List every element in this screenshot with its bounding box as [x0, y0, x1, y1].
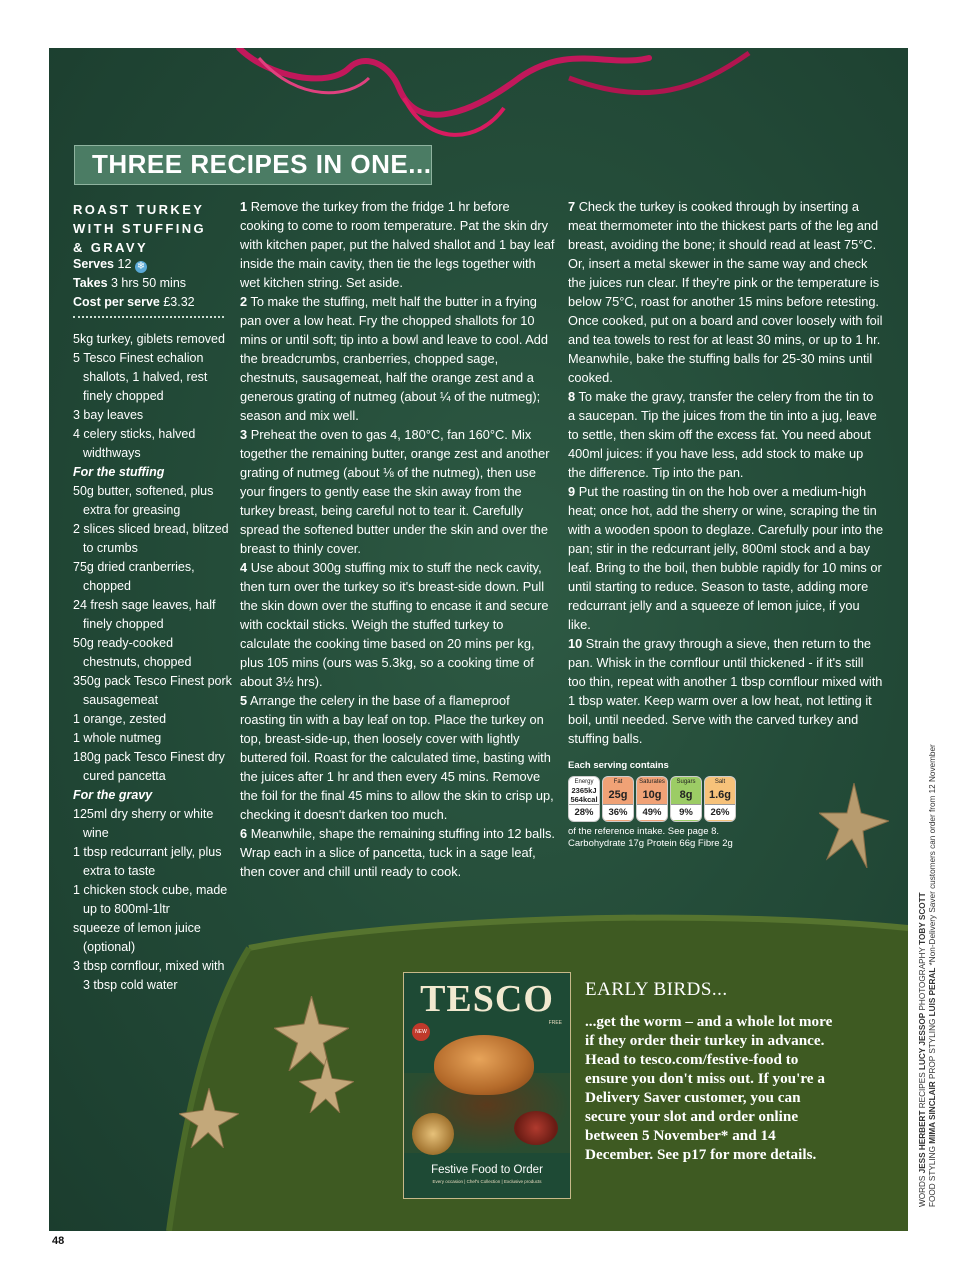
cover-caption: Festive Food to Order	[431, 1164, 543, 1176]
early-birds-text: ...get the worm – and a whole lot more if they order their turkey in advance. Head to tesco.com/festive-food to ensure you don't miss out. If you're a Delivery Saver customer, you can secure your slot and order online between 5 November* and 14 December. See p17 for more details.	[585, 1013, 833, 1163]
ingredient-item: 350g pack Tesco Finest pork sausagemeat	[73, 674, 232, 707]
star-decoration-right	[819, 783, 889, 868]
side-dish-image	[412, 1113, 454, 1155]
credit-note: *Non-Delivery Saver customers can order from 12 November	[928, 744, 937, 966]
step-number: 1	[240, 199, 248, 214]
nutrition-value	[569, 787, 599, 804]
credits-line-2	[928, 647, 938, 1207]
method-step	[568, 634, 884, 748]
star-decoration-left-3	[179, 1088, 239, 1148]
step-number: 9	[568, 484, 576, 499]
ingredient-item: 50g butter, softened, plus extra for greasing	[73, 484, 214, 517]
method-step	[568, 387, 884, 482]
ingredient-item: 75g dried cranberries, chopped	[73, 560, 195, 593]
nutrition-percent: 9%	[671, 804, 701, 820]
step-text: Strain the gravy through a sieve, then return to the pan. Whisk in the cornflour until thickened - if it's still too thin, repeat with another 1 tbsp cornflour mixed with 1 tbsp water. Keep warm over a low heat, not letting it boil, until needed. Serve with the carved turkey and stuffing balls.	[568, 636, 883, 746]
ingredient-item: 5 Tesco Finest echalion shallots, 1 halved, rest finely chopped	[73, 351, 208, 403]
ingredient-item: 2 slices sliced bread, blitzed to crumbs	[73, 522, 229, 555]
method-step	[568, 482, 884, 634]
credit-role: RECIPES	[918, 1072, 927, 1109]
step-text: Check the turkey is cooked through by inserting a meat thermometer into the thickest parts of the leg and breast, avoiding the bone; it should read at least 75°C. Or, insert a metal skewer in the same way and check the juices run clear. If they're pink or the temperature is below 75°C, roast for another 15 mins before retesting. Once cooked, put on a board and cover loosely with foil and tea towels to rest for at least 30 mins, or up to 1 hr. Meanwhile, bake the stuffing balls for 25-30 mins until cooked.	[568, 199, 883, 385]
tesco-logo: TESCO	[420, 978, 554, 1020]
ingredient-item: 1 tbsp redcurrant jelly, plus extra to taste	[73, 845, 222, 878]
nutrition-value-kj: 2365kJ	[571, 786, 597, 795]
serves-value: 12	[117, 257, 132, 271]
nutrition-percent: 36%	[603, 804, 633, 820]
credit-name: JESS HERBERT	[918, 1110, 927, 1174]
nutrition-cell	[636, 776, 668, 822]
nutrition-footnote-macros: Carbohydrate 17g Protein 66g Fibre 2g	[568, 838, 733, 849]
ingredient-item: 3 bay leaves	[73, 408, 144, 422]
cost-value: £3.32	[163, 295, 195, 309]
serves-line	[73, 255, 147, 274]
ingredients-list	[73, 330, 233, 995]
credit-role: WORDS	[918, 1175, 927, 1207]
nutrition-cell	[670, 776, 702, 822]
takes-label: Takes	[73, 276, 108, 290]
nutrition-label: Energy	[574, 779, 594, 785]
page-title: THREE RECIPES IN ONE...	[92, 149, 432, 179]
nutrition-value: 8g	[679, 789, 693, 801]
step-number: 2	[240, 294, 248, 309]
method-column-2	[568, 197, 884, 748]
nutrition-cell	[602, 776, 634, 822]
ingredient-item: 5kg turkey, giblets removed	[73, 332, 225, 346]
step-number: 5	[240, 693, 248, 708]
step-text: Remove the turkey from the fridge 1 hr before cooking to come to room temperature. Pat the skin dry with kitchen paper, put the halved shallot and 1 bay leaf inside the main cavity, then tie the legs together with wet kitchen string. Set aside.	[240, 199, 555, 290]
nutrition-percent: 28%	[569, 804, 599, 820]
nutrition-percent: 26%	[705, 804, 735, 820]
nutrition-value: 1.6g	[708, 789, 731, 801]
method-step	[240, 558, 556, 691]
new-badge: NEW	[412, 1023, 430, 1041]
credit-role: PROP STYLING	[928, 1018, 937, 1079]
step-text: Arrange the celery in the base of a flameproof roasting tin with a bay leaf on top. Place the turkey on top, breast-side-up, then loosely cover with lightly buttered foil. Roast for the calculated time, basting with the juices after 1 hr and then every 45 mins. Remove the foil for the final 45 mins to allow the skin to crisp up, checking it doesn't darken too much.	[240, 693, 554, 822]
ingredient-subheading: For the gravy	[73, 788, 153, 802]
nutrition-heading: Each serving contains	[568, 760, 669, 771]
divider	[73, 316, 224, 318]
step-text: To make the gravy, transfer the celery from the tin to a saucepan. Tip the juices from the tin into a jug, leave to settle, then skim off the excess fat. You need about 400ml juices: if you have less, add stock to make up the difference. Tip into the pan.	[568, 389, 877, 480]
nutrition-cell	[568, 776, 600, 822]
nutrition-label: Sugars	[676, 779, 696, 785]
nutrition-label: Salt	[714, 779, 726, 785]
meat-dish-image	[514, 1111, 558, 1145]
nutrition-value: 10g	[642, 789, 662, 801]
method-step	[240, 691, 556, 824]
step-text: Meanwhile, shape the remaining stuffing into 12 balls. Wrap each in a slice of pancetta, tuck in a sage leaf, then cover and chill until ready to cook.	[240, 826, 555, 879]
step-number: 4	[240, 560, 248, 575]
nutrition-label: Fat	[613, 779, 623, 785]
credit-role: PHOTOGRAPHY	[918, 947, 927, 1011]
step-number: 6	[240, 826, 248, 841]
nutrition-footnote-reference: of the reference intake. See page 8.	[568, 826, 720, 837]
credit-name: LUIS PERAL	[928, 967, 937, 1017]
nutrition-percent: 49%	[637, 804, 667, 820]
credit-name: LUCY JESSOP	[918, 1012, 927, 1071]
ingredient-item: 24 fresh sage leaves, half finely chopped	[73, 598, 216, 631]
early-birds-heading: EARLY BIRDS...	[585, 979, 728, 1000]
credits	[918, 647, 938, 1207]
step-text: Preheat the oven to gas 4, 180°C, fan 160°C. Mix together the remaining butter, orange zest and another grating of nutmeg (about ⅛ of the nutmeg), then use your fingers to gently ease the skin away from the turkey breast, being careful not to tear it. Carefully spread the softened butter under the skin and over the breast to thinly cover.	[240, 427, 550, 556]
roast-turkey-image	[434, 1035, 534, 1095]
ingredient-item: 4 celery sticks, halved widthways	[73, 427, 196, 460]
star-decoration-left-2	[299, 1058, 354, 1113]
takes-line	[73, 274, 186, 293]
step-text: Put the roasting tin on the hob over a medium-high heat; once hot, add the sherry or wine, scraping the tin with a wooden spoon to deglaze. Carefully pour into the pan; stir in the redcurrant jelly, 800ml stock and a bay leaf. Bring to the boil, then bubble rapidly for 10 mins or until starting to reduce. Season to taste, adding more redcurrant jelly and a squeeze of lemon juice, if you like.	[568, 484, 884, 632]
step-number: 8	[568, 389, 576, 404]
step-text: Use about 300g stuffing mix to stuff the neck cavity, then turn over the turkey so it's breast-side down. Pull the skin down over the stuffing to encase it and secure with cocktail sticks. Weigh the stuffed turkey to calculate the cooking time based on 20 mins per kg, plus 105 mins (ours was 5.3kg, so a cooking time of about 3½ hrs).	[240, 560, 549, 689]
snowflake-icon: ❄	[136, 261, 146, 272]
step-text: To make the stuffing, melt half the butter in a frying pan over a low heat. Fry the chopped shallots for 10 mins or until soft; tip into a bowl and leave to cool. Add the breadcrumbs, cranberries, chopped sage, chestnuts, sausagemeat, half the orange zest and a generous grating of nutmeg (about ¼ of the nutmeg); season and mix well.	[240, 294, 549, 423]
serves-label: Serves	[73, 257, 115, 271]
step-number: 7	[568, 199, 576, 214]
recipe-name: ROAST TURKEY WITH STUFFING & GRAVY	[73, 202, 207, 255]
method-column-1	[240, 197, 556, 881]
ingredient-item: 1 orange, zested	[73, 712, 167, 726]
cost-label: Cost per serve	[73, 295, 160, 309]
page-number: 48	[52, 1235, 65, 1247]
method-step	[240, 824, 556, 881]
ingredient-item: 180g pack Tesco Finest dry cured pancetta	[73, 750, 225, 783]
cover-subcaption: Every occasion | Chef's Collection | Exclusive products	[432, 1179, 542, 1184]
step-number: 10	[568, 636, 583, 651]
credit-name: MIMA SINCLAIR	[928, 1081, 937, 1144]
ingredient-item: 50g ready-cooked chestnuts, chopped	[73, 636, 192, 669]
method-step	[568, 197, 884, 387]
nutrition-labels	[568, 776, 736, 822]
nutrition-footnote	[568, 826, 733, 850]
magazine-cover-image	[403, 972, 571, 1199]
nutrition-cell	[704, 776, 736, 822]
ingredient-subheading: For the stuffing	[73, 465, 165, 479]
credits-line-1	[918, 647, 928, 1207]
nutrition-value-kcal: 564kcal	[570, 794, 598, 804]
cost-line	[73, 293, 195, 312]
ingredient-item: 1 chicken stock cube, made up to 800ml-1ltr	[73, 883, 228, 916]
credit-role: FOOD STYLING	[928, 1146, 937, 1207]
nutrition-label: Saturates	[639, 779, 665, 785]
method-step	[240, 292, 556, 425]
step-number: 3	[240, 427, 248, 442]
ingredient-item: squeeze of lemon juice (optional)	[73, 921, 201, 954]
ingredient-item: 1 whole nutmeg	[73, 731, 162, 745]
method-step	[240, 197, 556, 292]
free-label: FREE	[548, 1020, 562, 1026]
method-step	[240, 425, 556, 558]
ingredient-item: 125ml dry sherry or white wine	[73, 807, 214, 840]
ingredient-item: 3 tbsp cornflour, mixed with 3 tbsp cold water	[73, 959, 225, 992]
nutrition-value: 25g	[608, 789, 628, 801]
takes-value: 3 hrs 50 mins	[111, 276, 187, 290]
credit-name: TOBY SCOTT	[918, 892, 927, 945]
